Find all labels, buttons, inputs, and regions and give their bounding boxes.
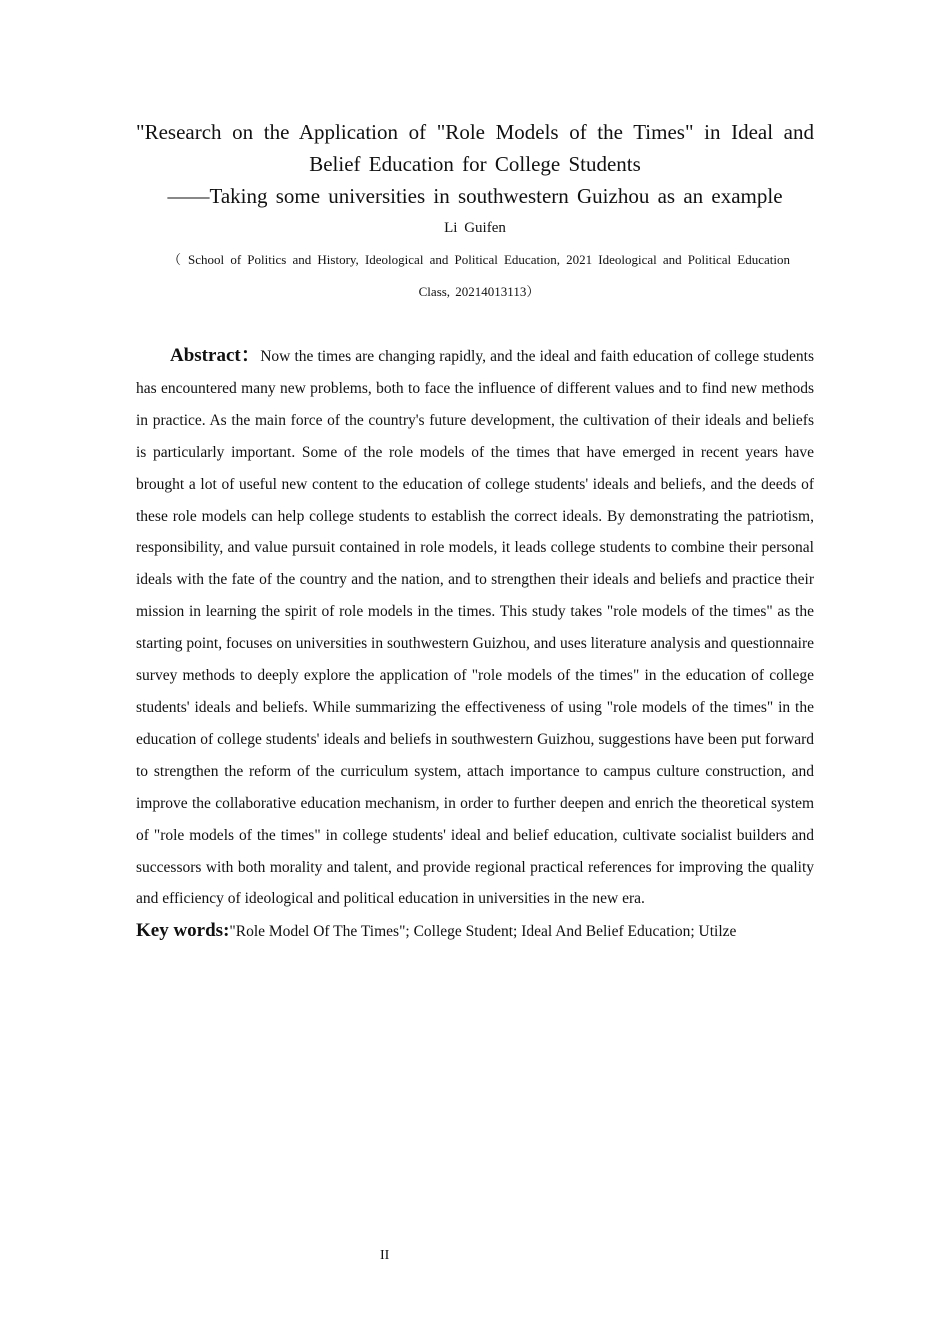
keywords-paragraph: [136, 915, 814, 948]
keywords-label: Key words:: [136, 920, 230, 942]
paper-title: "Research on the Application of "Role Models of the Times" in Ideal and Belief Education for College Students: [136, 120, 814, 176]
abstract-paragraph: [136, 340, 814, 915]
abstract-label: Abstract：: [170, 345, 261, 366]
author-affiliation: （ School of Politics and History, Ideological and Political Education, 2021 Ideological and Political Education Class, 20214013113）: [168, 252, 790, 299]
author-name: Li Guifen: [444, 220, 506, 236]
page-number: II: [380, 1248, 390, 1263]
document-page: [136, 116, 814, 948]
keywords-text: "Role Model Of The Times"; College Student; Ideal And Belief Education; Utilze: [229, 923, 737, 941]
paper-subtitle: ——Taking some universities in southwestern Guizhou as an example: [167, 184, 783, 208]
abstract-text: Now the times are changing rapidly, and the ideal and faith education of college students has encountered many new problems, both to face the influence of different values and to find new methods in practice. As the main force of the country's future development, the cultivation of their ideals and beliefs is particularly important. Some of the role models of the times that have emerged in recent years have brought a lot of useful new content to the education of college students' ideals and beliefs, and the deeds of these role models can help college students to establish the correct ideals. By demonstrating the patriotism, responsibility, and value pursuit contained in role models, it leads college students to combine their personal ideals with the fate of the country and the nation, and to strengthen their ideals and beliefs and practice their mission in learning the spirit of role models in the times. This study takes "role models of the times" as the starting point, focuses on universities in southwestern Guizhou, and uses literature analysis and questionnaire survey methods to deeply explore the application of "role models of the times" in the education of college students' ideals and beliefs. While summarizing the effectiveness of using "role models of the times" in the education of college students' ideals and beliefs in southwestern Guizhou, suggestions have been put forward to strengthen the reform of the curriculum system, attach importance to campus culture construction, and improve the collaborative education mechanism, in order to further deepen and enrich the theoretical system of "role models of the times" in college students' ideal and belief education, cultivate socialist builders and successors with both morality and talent, and provide regional practical references for improving the quality and efficiency of ideological and political education in universities in the new era.: [136, 348, 815, 908]
